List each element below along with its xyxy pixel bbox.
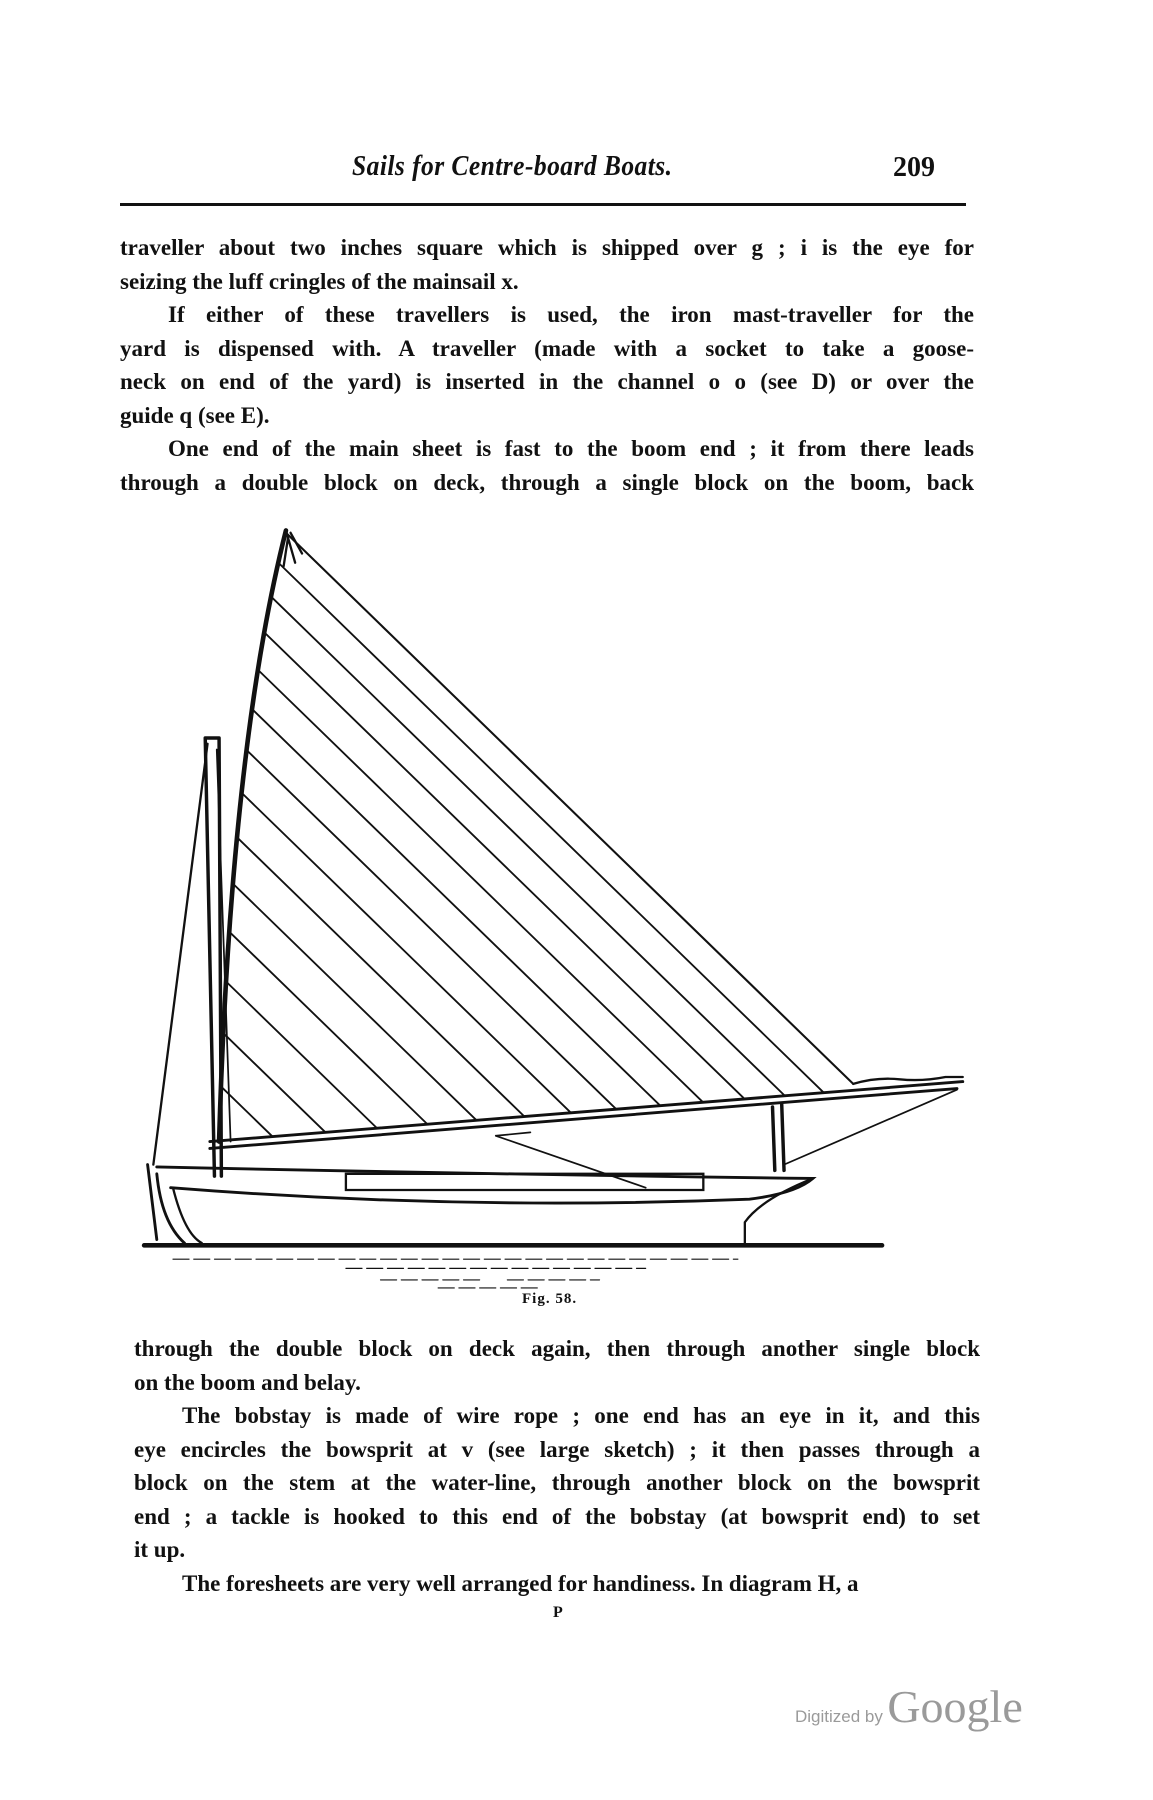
boom-crutch	[773, 1105, 785, 1171]
sail-seam-line	[223, 1033, 325, 1132]
sail-seam-line	[278, 563, 824, 1093]
forestay	[153, 744, 207, 1165]
text-line: The bobstay is made of wire rope ; one end has an eye in it, and this	[182, 1403, 980, 1428]
boom	[210, 1082, 963, 1149]
text-line: on the boom and belay.	[134, 1369, 361, 1395]
sail-seam-line	[252, 709, 660, 1106]
text-line: end ; a tackle is hooked to this end of the bobstay (at bowsprit end) to set	[134, 1503, 980, 1529]
text-line: yard is dispensed with. A traveller (made with a socket to take a goose-	[120, 335, 974, 361]
water-ripples	[173, 1259, 738, 1288]
text-line: neck on end of the yard) is inserted in the channel o o (see D) or over the	[120, 369, 974, 394]
text-line: seizing the luff cringles of the mainsail x.	[120, 268, 519, 294]
sheet	[496, 1132, 646, 1187]
figure-caption: Fig. 58.	[522, 1291, 578, 1307]
mainsail-leech	[286, 533, 853, 1084]
text-line: One end of the main sheet is fast to the boom end ; it from there leads	[168, 436, 974, 461]
sail-seam-line	[229, 932, 427, 1125]
text-line: The foresheets are very well arranged for handiness. In diagram H, a	[182, 1570, 859, 1596]
sail-seam-line	[258, 670, 703, 1103]
text-line: through a double block on deck, through a single block on the boom, back	[120, 469, 974, 495]
text-line: block on the stem at the water-line, through another block on the bowsprit	[134, 1470, 980, 1495]
rudder	[745, 1178, 813, 1245]
mainsail-luff	[219, 530, 286, 1141]
digitized-by-google-watermark	[795, 1680, 1023, 1733]
running-header: Sails for Centre-board Boats.	[352, 150, 673, 182]
sail-seam-line	[233, 884, 477, 1121]
masthead-pennant	[284, 530, 302, 566]
text-line: guide q (see E).	[120, 402, 270, 428]
sail-seam-line	[264, 632, 744, 1099]
text-line: If either of these travellers is used, the iron mast-traveller for the	[168, 302, 974, 327]
page-number: 209	[893, 152, 935, 183]
text-line: it up.	[134, 1537, 186, 1562]
text-line: traveller about two inches square which is shipped over g ; i is the eye for	[120, 235, 974, 260]
watermark-brand: Google	[887, 1681, 1023, 1732]
watermark-prefix: Digitized by	[795, 1707, 883, 1726]
hull	[148, 1165, 813, 1243]
sail-seam-line	[226, 981, 377, 1128]
signature-mark: P	[553, 1604, 563, 1621]
text-line: eye encircles the bowsprit at v (see large sketch) ; it then passes through a	[134, 1436, 980, 1462]
text-line: through the double block on deck again, then through another single block	[134, 1336, 980, 1361]
sail-seam-line	[271, 597, 785, 1096]
